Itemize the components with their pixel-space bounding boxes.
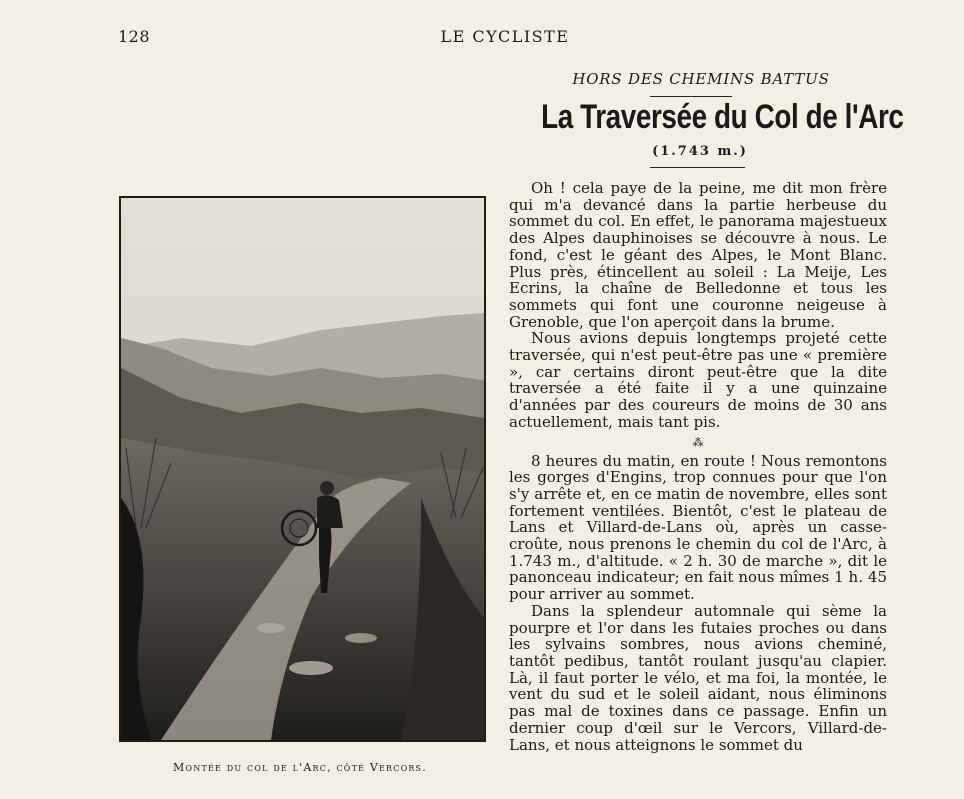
- article-kicker: HORS DES CHEMINS BATTUS: [572, 70, 830, 88]
- article-body: [509, 180, 887, 753]
- photo: [119, 196, 486, 742]
- page-number: 128: [118, 27, 151, 46]
- paragraph-4: Dans la splendeur automnale qui sème la pourpre et l'or dans les futaies proches ou dans les sylvains sombres, nous avions cheminé, tantôt pedibus, tantôt roulant jusqu'au clapier. Là, il faut porter le vélo, et ma foi, la montée, le vent du sud et le soleil aidant, nous éliminons pas mal de toxines dans ce passage. Enfin un dernier coup d'œil sur le Vercors, Villard-de-Lans, et nous atteignons le sommet du: [509, 601, 887, 754]
- paragraph-1: Oh ! cela paye de la peine, me dit mon frère qui m'a devancé dans la partie herbeuse du sommet du col. En effet, le panorama majestueux des Alpes dauphinoises se découvre à nous. Le fond, c'est le géant des Alpes, le Mont Blanc. Plus près, étincellent au soleil : La Meije, Les Ecrins, la chaîne de Belledonne et tous les sommets qui font une couronne neigeuse à Grenoble, que l'on aperçoit dans la brume.: [509, 179, 887, 331]
- asterism: ⁂: [692, 435, 704, 449]
- paragraph-2: Nous avions depuis longtemps projeté cette traversée, qui n'est peut-être pas une « première », car certains diront peut-être que la dite traversée a été faite il y a une quinzaine d'années par des coureurs de moins de 30 ans actuellement, mais tant pis.: [509, 329, 887, 431]
- mountain-photo-illustration: [121, 198, 484, 740]
- figure-caption: Montée du col de l'Arc, côté Vercors.: [173, 761, 427, 774]
- article-title: La Traversée du Col de l'Arc: [541, 98, 904, 136]
- top-rule: [650, 96, 732, 97]
- bottom-rule: [650, 167, 745, 168]
- altitude-subtitle: (1.743 m.): [652, 144, 748, 159]
- running-title: LE CYCLISTE: [440, 27, 570, 46]
- paragraph-3: 8 heures du matin, en route ! Nous remontons les gorges d'Engins, trop connues pour que l'on s'y arrête et, en ce matin de novembre, elles sont fortement ventilées. Bientôt, c'est le plateau de Lans et Villard-de-Lans où, après un casse-croûte, nous prenons le chemin du col de l'Arc, à 1.743 m., d'altitude. « 2 h. 30 de marche », dit le panonceau indicateur; en fait nous mîmes 1 h. 45 pour arriver au sommet.: [509, 451, 887, 604]
